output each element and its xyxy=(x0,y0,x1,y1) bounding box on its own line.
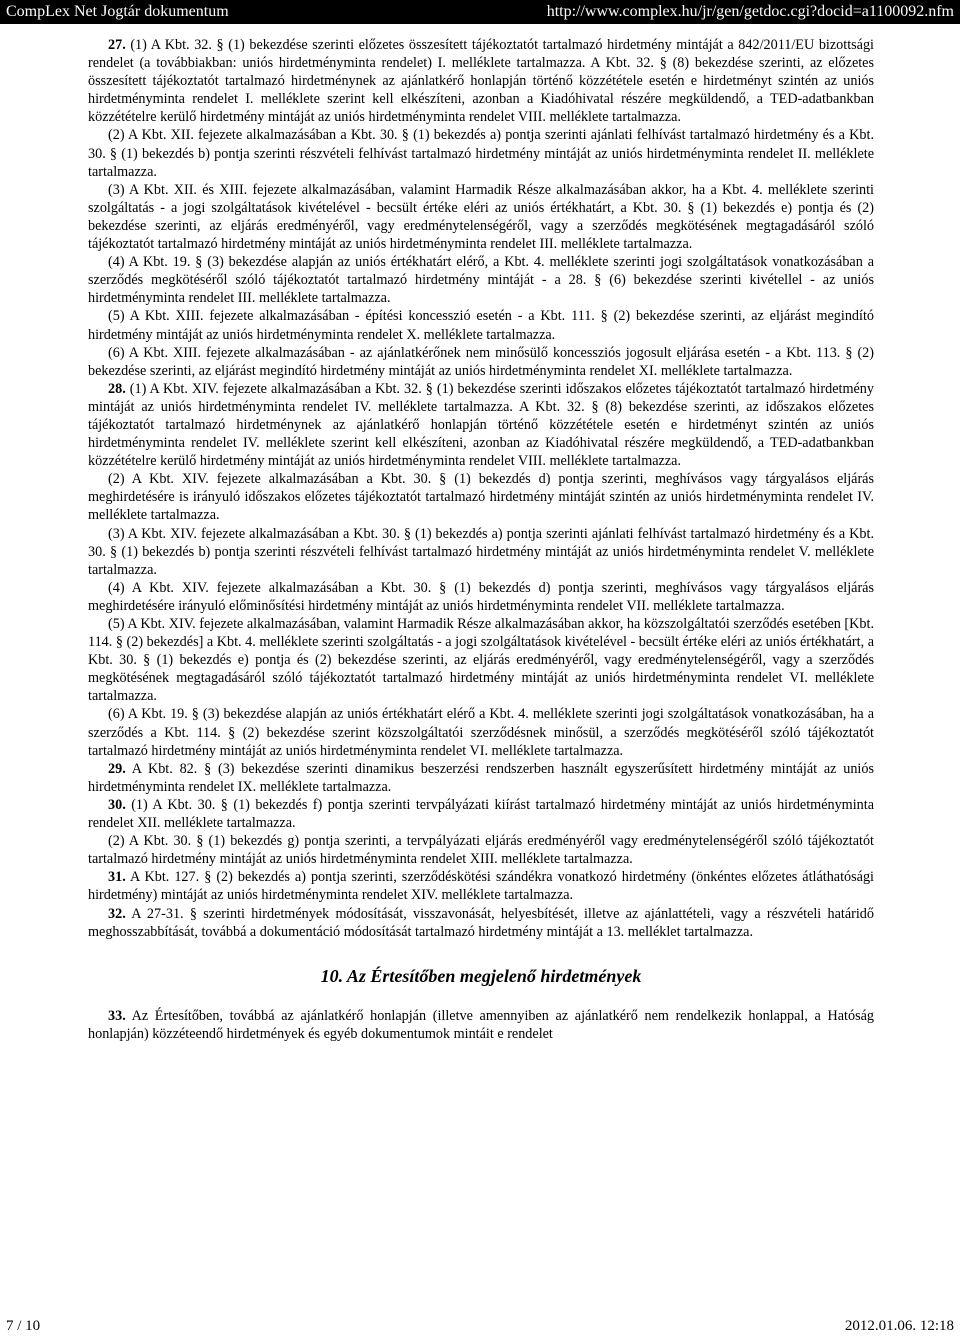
paragraph xyxy=(88,380,874,470)
paragraph xyxy=(88,760,874,796)
paragraph-text: Az Értesítőben, továbbá az ajánlatkérő honlapján (illetve amennyiben az ajánlatkérő nem rendelkezik honlappal, a Hatóság honlapján) közzéteendő hirdetmények és egyéb dokumentumok mintáit e rendelet xyxy=(88,1007,874,1042)
paragraph-number: 31. xyxy=(108,869,126,886)
paragraph-text: (5) A Kbt. XIV. fejezete alkalmazásában, valamint Harmadik Része alkalmazásában akkor, ha közszolgáltatói szerződés esetében [Kbt. 114. § (2) bekezdés] a Kbt. 4. melléklete szerinti szolgáltatás - a jogi szolgáltatások kivételével - becsült értéke eléri az uniós értékhatárt, a Kbt. 30. § (1) bekezdés e) pontja és (2) bekezdése szerinti, az eljárás eredményéről, vagy eredménytelenségéről, vagy a szerződés megkötésének megtagadásáról szóló tájékoztatót tartalmazó hirdetmény mintáját az uniós hirdetményminta rendelet VI. melléklete tartalmazza. xyxy=(88,616,874,705)
paragraph xyxy=(88,253,874,307)
section-heading: 10. Az Értesítőben megjelenő hirdetmények xyxy=(320,965,642,986)
paragraph-text: (1) A Kbt. 30. § (1) bekezdés f) pontja szerinti tervpályázati kiírást tartalmazó hirdetmény mintáját az uniós hirdetményminta rendelet XII. melléklete tartalmazza. xyxy=(88,796,874,832)
paragraph-number: 28. xyxy=(108,380,126,397)
paragraph-number: 27. xyxy=(108,37,126,53)
paragraph xyxy=(88,796,874,832)
paragraph-text: (6) A Kbt. XIII. fejezete alkalmazásában - az ajánlatkérőnek nem minősülő koncessziós jogosult eljárása esetén - a Kbt. 113. § (2) bekezdése szerinti, az eljárást megindító hirdetmény mintáját az uniós hirdetményminta rendelet XI. melléklete tartalmazza. xyxy=(88,344,874,379)
paragraph xyxy=(88,579,874,615)
header-url: http://www.complex.hu/jr/gen/getdoc.cgi?docid=a1100092.nfm xyxy=(546,3,954,20)
paragraph xyxy=(88,126,874,180)
document-body xyxy=(88,36,874,1043)
paragraph-text: (2) A Kbt. 30. § (1) bekezdés g) pontja szerinti, a tervpályázati eljárás eredményéről vagy eredménytelenségéről szóló tájékoztatót tartalmazó hirdetmény mintáját az uniós hirdetményminta rendelet XIII. melléklete tartalmazza. xyxy=(88,833,874,868)
paragraph-text: A Kbt. 82. § (3) bekezdése szerinti dinamikus beszerzési rendszerben használt egyszerűsített hirdetmény mintáját az uniós hirdetményminta rendelet IX. melléklete tartalmazza. xyxy=(88,760,874,795)
paragraph xyxy=(88,525,874,579)
paragraph-number: 30. xyxy=(108,796,126,813)
paragraph-text: (6) A Kbt. 19. § (3) bekezdése alapján az uniós értékhatárt elérő a Kbt. 4. melléklete szerinti jogi szolgáltatások vonatkozásában, ha a szerződés a Kbt. 114. § (2) bekezdése szerint közszolgáltatói szerződésnek minősül, a szerződés megkötéséről szóló tájékoztatót tartalmazó hirdetmény mintáját az uniós hirdetményminta rendelet VI. melléklete tartalmazza. xyxy=(88,706,874,759)
paragraph-text: (5) A Kbt. XIII. fejezete alkalmazásában - építési koncesszió esetén - a Kbt. 111. § (2) bekezdése szerinti, az eljárást megindító hirdetmény mintáját az uniós hirdetményminta rendelet X. melléklete tartalmazza. xyxy=(88,308,874,343)
document-footer xyxy=(0,1318,960,1338)
paragraph xyxy=(88,344,874,380)
paragraph-list xyxy=(88,36,874,941)
paragraph xyxy=(88,615,874,705)
paragraph-text: (3) A Kbt. XII. és XIII. fejezete alkalmazásában, valamint Harmadik Része alkalmazásában akkor, ha a Kbt. 4. melléklete szerinti szolgáltatás - a jogi szolgáltatások kivételével - becsült értéke eléri az uniós értékhatárt, a Kbt. 30. § (1) bekezdés e) pontja és (2) bekezdése szerinti, az eljárás eredményéről, vagy eredménytelenségéről, vagy a szerződés megkötésének megtagadásáról szóló tájékoztatót tartalmazó hirdetmény mintáját az uniós hirdetményminta rendelet III. melléklete tartalmazza. xyxy=(88,181,874,253)
paragraph xyxy=(88,868,874,904)
paragraph xyxy=(88,307,874,343)
paragraph-number: 33. xyxy=(108,1007,126,1024)
paragraph-text: (4) A Kbt. XIV. fejezete alkalmazásában a Kbt. 30. § (1) bekezdés d) pontja szerinti, meghívásos vagy tárgyalásos eljárás meghirdetésére irányuló előminősítési hirdetmény mintáját az uniós hirdetményminta rendelet VII. melléklete tartalmazza. xyxy=(88,579,874,614)
paragraph xyxy=(88,470,874,524)
paragraph-text: (4) A Kbt. 19. § (3) bekezdése alapján az uniós értékhatárt elérő, a Kbt. 4. melléklete szerinti jogi szolgáltatások vonatkozásában a szerződés megkötéséről szóló tájékoztatót tartalmazó hirdetmény mintáját - a 28. § (6) bekezdése szerinti kivétellel - az uniós hirdetményminta rendelet III. melléklete tartalmazza. xyxy=(88,254,874,307)
paragraph xyxy=(88,1007,874,1043)
paragraph xyxy=(88,181,874,253)
paragraph-number: 32. xyxy=(108,905,126,922)
paragraph-text: (1) A Kbt. 32. § (1) bekezdése szerinti előzetes összesített tájékoztatót tartalmazó hirdetmény mintáját a 842/2011/EU bizottsági rendelet (a továbbiakban: uniós hirdetményminta rendelet) I. melléklete tartalmazza. A Kbt. 32. § (8) bekezdése szerinti, az előzetes összesített tájékoztatót tartalmazó hirdetménynek az ajánlatkérő honlapján történő közzététele esetén e hirdetményt szintén az uniós hirdetményminta rendelet I. melléklete szerint kell elkészíteni, azonban a Kiadóhivatal részére megküldendő, a TED-adatbankban közzétételre kerülő hirdetmény mintáját az uniós hirdetményminta rendelet VIII. melléklete tartalmazza. xyxy=(88,37,874,126)
paragraph-text: (3) A Kbt. XIV. fejezete alkalmazásában a Kbt. 30. § (1) bekezdés a) pontja szerinti ajánlati felhívást tartalmazó hirdetmény és a Kbt. 30. § (1) bekezdés b) pontja szerinti részvételi felhívást tartalmazó hirdetmény mintáját az uniós hirdetményminta rendelet V. melléklete tartalmazza. xyxy=(88,525,874,578)
paragraph xyxy=(88,705,874,759)
paragraph-text: A 27-31. § szerinti hirdetmények módosítását, visszavonását, helyesbítését, illetve az ajánlattételi, vagy a részvételi határidő meghosszabbítását, továbbá a dokumentáció módosítását tartalmazó hirdetmény mintáját a 13. melléklet tartalmazza. xyxy=(88,905,874,940)
paragraph-text: (2) A Kbt. XIV. fejezete alkalmazásában a Kbt. 30. § (1) bekezdés d) pontja szerinti, meghívásos vagy tárgyalásos eljárás meghirdetésére is irányuló időszakos előzetes tájékoztatót tartalmazó hirdetmény mintáját szintén az uniós hirdetményminta rendelet IV. melléklete tartalmazza. xyxy=(88,471,874,524)
document-header-bar xyxy=(0,0,960,24)
paragraph-text: (2) A Kbt. XII. fejezete alkalmazásában a Kbt. 30. § (1) bekezdés a) pontja szerinti ajánlati felhívást tartalmazó hirdetmény és a Kbt. 30. § (1) bekezdés b) pontja szerinti részvételi felhívást tartalmazó hirdetmény mintáját az uniós hirdetményminta rendelet II. melléklete tartalmazza. xyxy=(88,127,874,180)
paragraph xyxy=(88,905,874,941)
paragraph-number: 29. xyxy=(108,760,126,777)
page-indicator: 7 / 10 xyxy=(6,1318,41,1334)
paragraph-text: A Kbt. 127. § (2) bekezdés a) pontja szerinti, szerződéskötési szándékra vonatkozó hirdetmény (önkéntes előzetes átláthatósági hirdetmény) mintáját az uniós hirdetményminta rendelet XIV. melléklete tartalmazza. xyxy=(88,869,874,904)
paragraph xyxy=(88,36,874,126)
paragraph xyxy=(88,832,874,868)
print-date: 2012.01.06. 12:18 xyxy=(844,1318,954,1334)
paragraph-text: (1) A Kbt. XIV. fejezete alkalmazásában a Kbt. 32. § (1) bekezdése szerinti időszakos előzetes tájékoztatót tartalmazó hirdetmény mintáját az uniós hirdetményminta rendelet IV. melléklete tartalmazza. A Kbt. 32. § (8) bekezdése szerinti, az időszakos előzetes tájékoztatót tartalmazó hirdetménynek az ajánlatkérő honlapján történő közzététele esetén e hirdetményt szintén az uniós hirdetményminta rendelet IV. melléklete szerint kell elkészíteni, azonban az Kiadóhivatal részére megküldendő, a TED-adatbankban közzétételre kerülő hirdetmény mintáját az uniós hirdetményminta rendelet VIII. melléklete tartalmazza. xyxy=(88,380,874,470)
header-title: CompLex Net Jogtár dokumentum xyxy=(6,3,229,20)
